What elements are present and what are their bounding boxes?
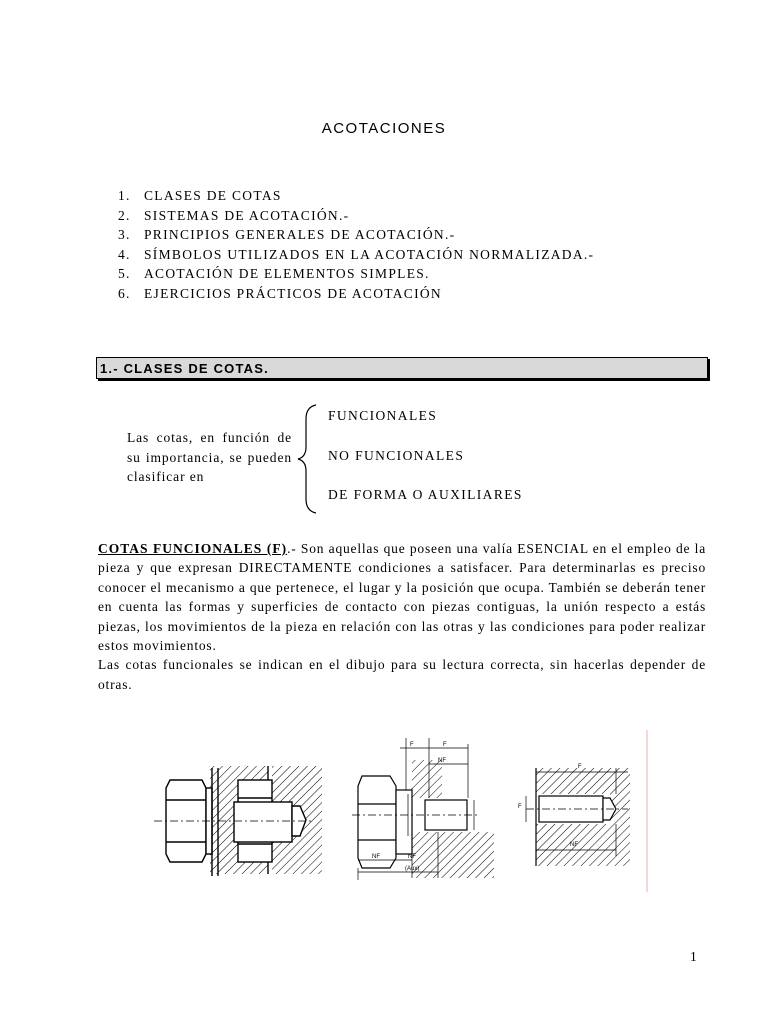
- paragraph-cotas-funcionales: COTAS FUNCIONALES (F).- Son aquellas que poseen una valía ESENCIAL en el empleo de la pieza y que expresan DIRECTAMENTE condiciones a satisfacer. Para determinarlas es preciso conocer el mecanismo a que pertenece, el lugar y la posición que ocupa. También se deberán tener en cuenta las formas y superficies de contacto con piezas contiguas, la unión respecto a estás piezas, los movimientos de la pieza en relación con las otras y las condiciones para poder realizar estos movimientos.: [98, 541, 707, 654]
- dim-label-nf: NF: [372, 854, 380, 860]
- dim-label-nf: NF: [570, 842, 578, 848]
- figure-stud-hole: [526, 768, 630, 866]
- option-forma-auxiliares: DE FORMA O AUXILIARES: [328, 487, 523, 502]
- toc-item: 6. EJERCICIOS PRÁCTICOS DE ACOTACIÓN: [118, 285, 442, 301]
- technical-figures: [150, 728, 670, 896]
- option-funcionales: FUNCIONALES: [328, 408, 438, 423]
- classification-options: [328, 408, 523, 527]
- dim-label-f: F: [410, 742, 414, 748]
- curly-brace-icon: [296, 403, 322, 515]
- dim-label-f: F: [578, 764, 582, 770]
- classification-intro: Las cotas, en función de su importancia, se pueden clasificar en: [127, 430, 292, 484]
- paragraph-indicacion: Las cotas funcionales se indican en el dibujo para su lectura correcta, sin hacerlas depender de otras.: [98, 657, 706, 692]
- toc-item: 2. SISTEMAS DE ACOTACIÓN.-: [118, 207, 350, 223]
- dim-label-nf: NF: [408, 854, 416, 860]
- toc-item: 4. SÍMBOLOS UTILIZADOS EN LA ACOTACIÓN NORMALIZADA.-: [118, 246, 595, 262]
- toc-item: 1. CLASES DE COTAS: [118, 188, 282, 203]
- dim-label-nf: NF: [438, 758, 446, 764]
- dim-label-f: F: [518, 804, 522, 810]
- toc-item: 3. PRINCIPIOS GENERALES DE ACOTACIÓN.-: [118, 227, 456, 243]
- figure-bolt-assembly: [154, 766, 322, 876]
- section-header-label: 1.- CLASES DE COTAS.: [100, 361, 269, 376]
- page-number: 1: [690, 949, 697, 964]
- term-cotas-funcionales: COTAS FUNCIONALES (F): [98, 541, 288, 556]
- dim-label-aux: (Aux): [405, 866, 420, 872]
- toc-item: 5. ACOTACIÓN DE ELEMENTOS SIMPLES.: [118, 266, 430, 282]
- option-no-funcionales: NO FUNCIONALES: [328, 447, 465, 463]
- body-text: [98, 539, 706, 694]
- section-header: [96, 357, 708, 379]
- page-title: ACOTACIONES: [321, 120, 447, 137]
- dim-label-f: F: [443, 742, 447, 748]
- table-of-contents: [118, 186, 594, 304]
